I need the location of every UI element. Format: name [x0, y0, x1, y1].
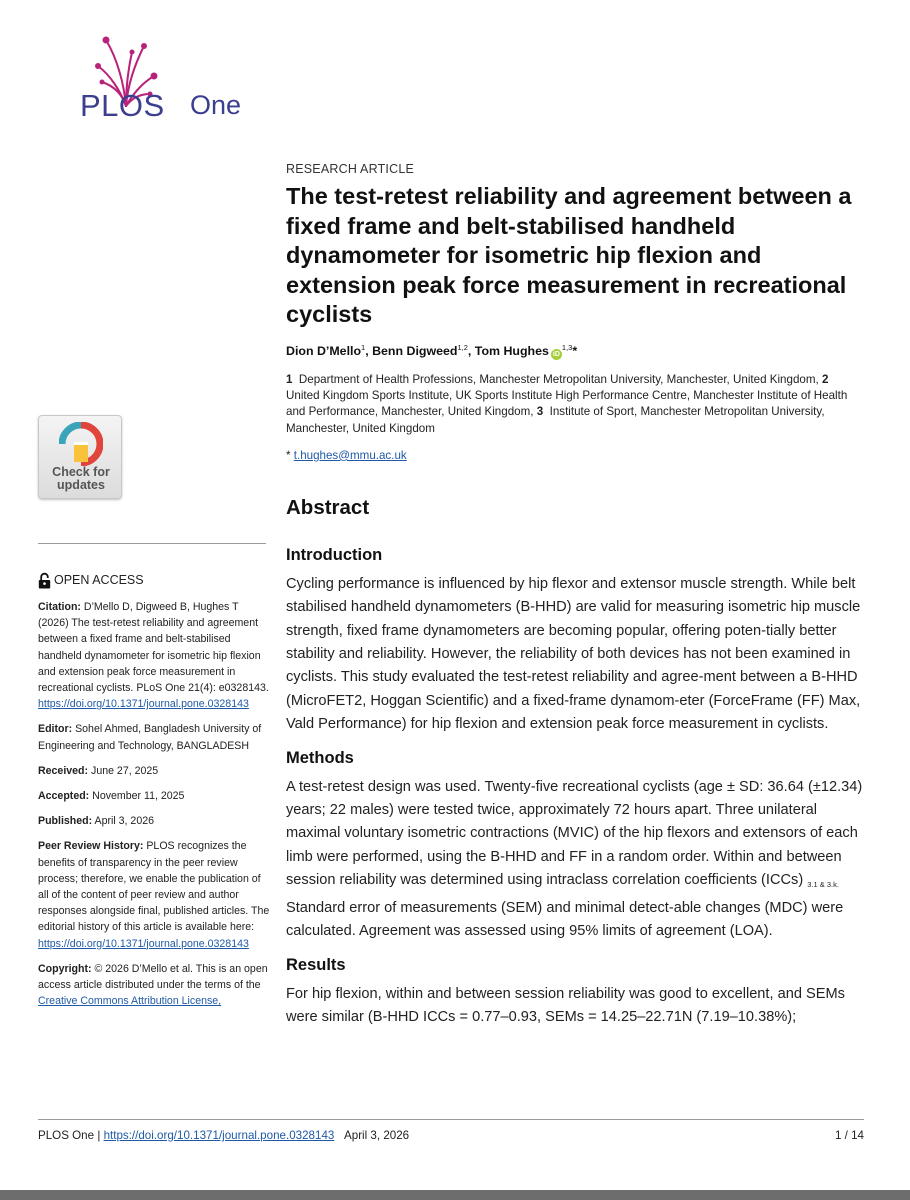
logo-suffix: One — [190, 90, 242, 120]
logo-wordmark: PLOS — [80, 88, 165, 123]
footer-date: April 3, 2026 — [344, 1129, 410, 1142]
open-lock-icon — [38, 572, 51, 589]
orcid-icon[interactable]: iD — [552, 350, 560, 358]
page-number: 1 / 14 — [834, 1129, 864, 1142]
article-main — [286, 162, 864, 1041]
corresponding-email: * t.hughes@mmu.ac.uk — [286, 448, 407, 462]
sidebar-divider — [38, 543, 266, 544]
abstract-heading: Abstract — [286, 495, 370, 519]
article-title: The test-retest reliability and agreement between a fixed frame and belt-stabilised handheld dynamometer for isometric hip flexion and extension peak force measurement in recreational cyclists — [286, 183, 852, 327]
plos-one-logo[interactable] — [40, 30, 242, 123]
viewer-scrollbar[interactable] — [0, 1190, 910, 1200]
footer-divider — [38, 1119, 864, 1120]
methods-heading: Methods — [286, 748, 354, 767]
citation-block: Citation: D’Mello D, Digweed B, Hughes T (2026) The test-retest reliability and agreement between a fixed frame and belt-stabilised handheld dynamometer for isometric hip flexion and extension peak force measurement in recreational cyclists. PLoS One 21(4): e0328143. https://doi.org/10.1371/journal.pone.0328143 — [38, 601, 269, 711]
check-for-updates-label: Check for updates — [52, 465, 110, 492]
peer-review-block: Peer Review History: PLOS recognizes the benefits of transparency in the peer review process; therefore, we enable the publication of all of the content of peer review and author responses alongside final, published articles. The editorial history of this article is available here: https://doi.org/10.1371/journal.pone.0328143 — [38, 840, 270, 950]
copyright-block: Copyright: © 2026 D’Mello et al. This is an open access article distributed under the terms of the Creative Commons Attribution License, — [38, 962, 268, 1008]
peer-review-doi-link[interactable]: https://doi.org/10.1371/journal.pone.0328143 — [38, 937, 249, 950]
crossmark-icon — [59, 422, 103, 466]
author-name[interactable]: Tom Hughes — [474, 343, 549, 358]
accepted-date: Accepted: November 11, 2025 — [38, 790, 185, 803]
introduction-text: Cycling performance is influenced by hip flexor and extensor muscle strength. While belt stabilised handheld dynamometers (B-HHD) are valid for measuring isometric hip muscle strength, fixed frame dynamometers are becoming popular, offering poten-tially better stability and reliability. However, the reliability of both devices has not been examined in cyclists. This study evaluated the test-retest reliability and agree-ment between a B-HHD (MicroFET2, Hoggan Scientific) and a fixed-frame dynamom-eter (ForceFrame (FF) Max, Vald Performance) for hip flexion and extension peak force measurement in cyclists. — [286, 575, 861, 733]
results-text: For hip flexion, within and between session reliability was good to excellent, and SEMs were similar (B-HHD ICCs = 0.77–0.93, SEMs = 14.25–22.71N (7.19–10.38%); — [286, 985, 845, 1025]
received-date: Received: June 27, 2025 — [38, 764, 159, 777]
open-access-label: OPEN ACCESS — [38, 572, 270, 589]
affiliations: 1 Department of Health Professions, Manchester Metropolitan University, Manchester, United Kingdom, 2 United Kingdom Sports Institute, UK Sports Institute High Performance Centre, Manchester Institute of Health and Performance, Manchester, United Kingdom, 3 Institute of Sport, Manchester Metropolitan University, Manchester, United Kingdom — [286, 372, 848, 435]
citation-doi-link[interactable]: https://doi.org/10.1371/journal.pone.0328143 — [38, 698, 249, 711]
editor-block: Editor: Sohel Ahmed, Bangladesh University of Engineering and Technology, BANGLADESH — [38, 723, 262, 752]
footer-doi-link[interactable]: https://doi.org/10.1371/journal.pone.0328143 — [103, 1129, 335, 1142]
check-for-updates-badge[interactable] — [38, 415, 122, 499]
page-footer: PLOS One | https://doi.org/10.1371/journal.pone.0328143 April 3, 2026 1 / 14 — [38, 1129, 864, 1142]
introduction-heading: Introduction — [286, 545, 383, 564]
methods-text: A test-retest design was used. Twenty-five recreational cyclists (age ± SD: 36.64 (±12.34) years; 22 males) were tested twice, approximately 72 hours apart. Three unilateral maximal voluntary isometric contractions (MVIC) of the hip flexors and extensors of each limb were performed, using the B-HHD and FF in a random order. Within and between session reliability was determined using intraclass correlation coefficients (ICCs) $_{3.1 \& 3.k.}$ Standard error of measurements (SEM) and minimal detect-able changes (MDC) were calculated. Agreement was assessed using 95% limits of agreement (LOA). — [286, 778, 863, 940]
article-type: RESEARCH ARTICLE — [286, 162, 415, 176]
author-name[interactable]: Dion D’Mello — [286, 343, 362, 358]
results-heading: Results — [286, 955, 346, 974]
author-name[interactable]: Benn Digweed — [372, 343, 458, 358]
email-link[interactable]: t.hughes@mmu.ac.uk — [293, 448, 407, 462]
article-sidebar — [38, 572, 270, 1018]
footer-journal: PLOS One — [38, 1129, 95, 1142]
author-list: Dion D’Mello$^1$, Benn Digweed$^{1,2}$, Tom Hughes iD$^{1,3}$* — [286, 342, 578, 358]
cc-license-link[interactable]: Creative Commons Attribution License, — [38, 995, 222, 1008]
published-date: Published: April 3, 2026 — [38, 815, 154, 828]
